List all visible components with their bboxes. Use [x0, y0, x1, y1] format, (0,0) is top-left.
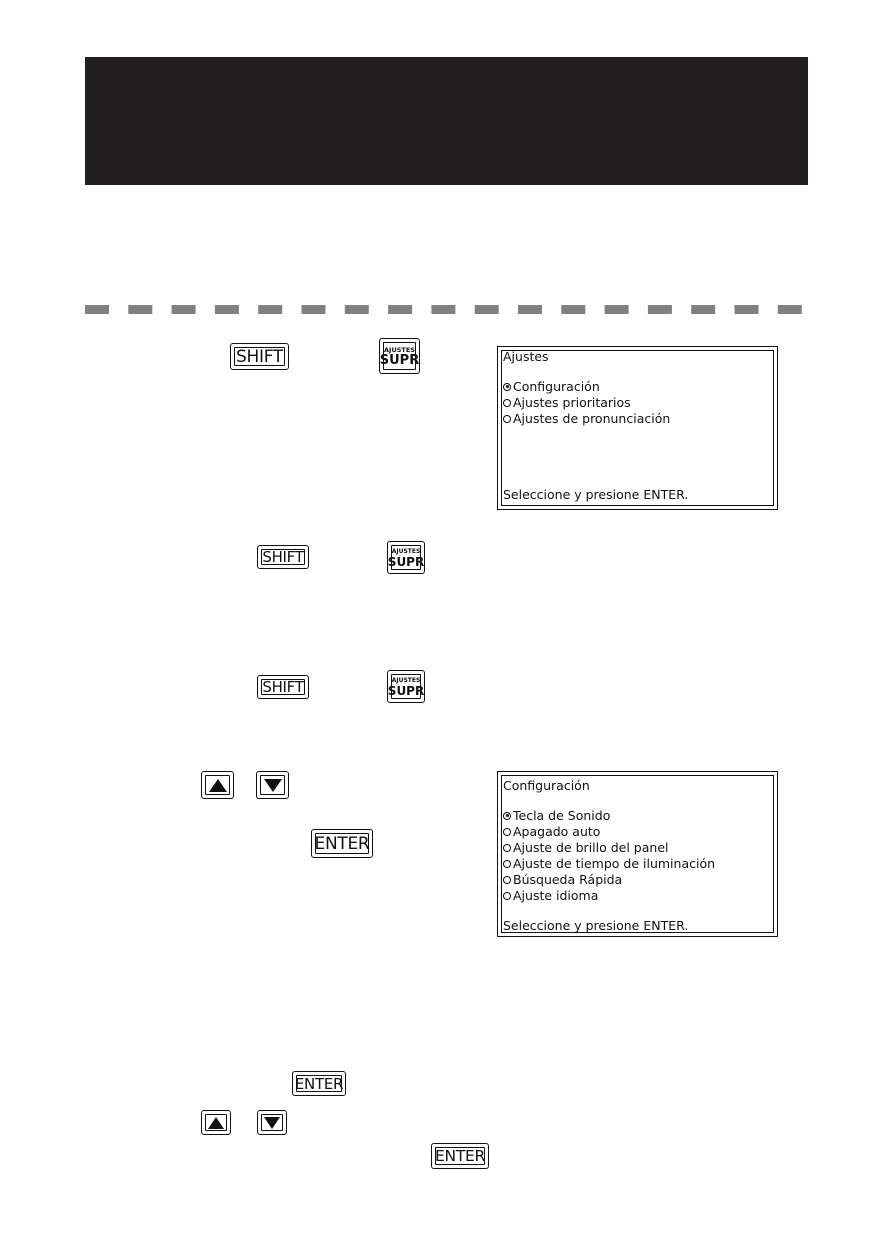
- dash-segment: [691, 305, 715, 314]
- radio-icon: [503, 844, 511, 852]
- dash-segment: [605, 305, 629, 314]
- shift-key-3: [257, 675, 309, 699]
- dash-segment: [345, 305, 369, 314]
- screen-item-tecla-sonido: [503, 808, 610, 823]
- screen-item-label: Ajustes de pronunciación: [513, 411, 671, 426]
- supr-key-main-label: SUPR: [379, 352, 420, 368]
- enter-key-3: [431, 1143, 489, 1169]
- enter-key-label: ENTER: [294, 1074, 344, 1093]
- supr-key-top-label: AJUSTES: [391, 548, 421, 555]
- shift-key-label: SHIFT: [262, 548, 304, 566]
- down-arrow-icon: [264, 1117, 280, 1129]
- screen-item-brillo-panel: [503, 840, 669, 855]
- enter-key-label: ENTER: [435, 1147, 485, 1165]
- down-arrow-key-2: [257, 1110, 287, 1135]
- shift-key-label: SHIFT: [262, 678, 304, 696]
- screen-configuracion: [497, 771, 778, 937]
- shift-key-label: SHIFT: [236, 346, 283, 367]
- screen-item-label: Configuración: [513, 379, 600, 394]
- dash-segment: [561, 305, 585, 314]
- shift-key-2: [257, 545, 309, 569]
- screen-item-label: Ajuste idioma: [513, 888, 599, 903]
- screen-item-ajustes-pronunciacion: [503, 411, 670, 426]
- supr-key-1: [379, 338, 420, 374]
- up-arrow-icon: [208, 1117, 224, 1129]
- dash-segment: [388, 305, 412, 314]
- shift-key-1: [230, 343, 289, 370]
- radio-icon: [503, 399, 511, 407]
- dash-segment: [128, 305, 152, 314]
- radio-selected-icon: [503, 812, 511, 820]
- screen-title: Ajustes: [503, 349, 549, 364]
- screen-item-label: Ajuste de brillo del panel: [513, 840, 669, 855]
- down-arrow-icon: [264, 779, 282, 792]
- dash-segment: [648, 305, 672, 314]
- enter-key-2: [292, 1071, 346, 1096]
- supr-key-2: [387, 541, 425, 574]
- supr-key-main-label: SUPR: [387, 555, 425, 569]
- screen-item-label: Tecla de Sonido: [513, 808, 611, 823]
- screen-footer: Seleccione y presione ENTER.: [503, 487, 689, 502]
- up-arrow-icon: [209, 779, 227, 792]
- screen-item-ajuste-idioma: [503, 888, 598, 903]
- radio-icon: [503, 828, 511, 836]
- dash-segment: [302, 305, 326, 314]
- radio-icon: [503, 892, 511, 900]
- down-arrow-key-1: [256, 771, 289, 799]
- enter-key-1: [311, 829, 373, 858]
- screen-item-tiempo-iluminacion: [503, 856, 715, 871]
- screen-ajustes: [497, 346, 778, 510]
- header-bar: [85, 57, 808, 185]
- screen-title: Configuración: [503, 778, 590, 793]
- supr-key-main-label: SUPR: [387, 684, 425, 698]
- dash-segment: [518, 305, 542, 314]
- dash-segment: [85, 305, 109, 314]
- screen-item-label: Ajustes prioritarios: [513, 395, 631, 410]
- screen-inner-frame: [501, 350, 774, 506]
- supr-key-top-label: AJUSTES: [384, 345, 415, 354]
- dash-segment: [172, 305, 196, 314]
- dash-segment: [258, 305, 282, 314]
- dash-segment: [215, 305, 239, 314]
- dash-segment: [475, 305, 499, 314]
- dash-segment: [431, 305, 455, 314]
- screen-item-label: Apagado auto: [513, 824, 601, 839]
- radio-icon: [503, 876, 511, 884]
- supr-key-3: [387, 670, 425, 703]
- screen-item-apagado-auto: [503, 824, 600, 839]
- dashed-divider: [85, 305, 808, 314]
- radio-icon: [503, 415, 511, 423]
- enter-key-label: ENTER: [314, 833, 370, 854]
- radio-selected-icon: [503, 383, 511, 391]
- dash-segment: [778, 305, 802, 314]
- supr-key-top-label: AJUSTES: [391, 677, 421, 684]
- screen-item-busqueda-rapida: [503, 872, 622, 887]
- screen-footer: Seleccione y presione ENTER.: [503, 918, 689, 933]
- screen-item-configuracion: [503, 379, 600, 394]
- up-arrow-key-1: [201, 771, 234, 799]
- screen-item-label: Ajuste de tiempo de iluminación: [513, 856, 716, 871]
- up-arrow-key-2: [201, 1110, 231, 1135]
- dash-segment: [735, 305, 759, 314]
- screen-item-label: Búsqueda Rápida: [513, 872, 623, 887]
- radio-icon: [503, 860, 511, 868]
- screen-item-ajustes-prioritarios: [503, 395, 631, 410]
